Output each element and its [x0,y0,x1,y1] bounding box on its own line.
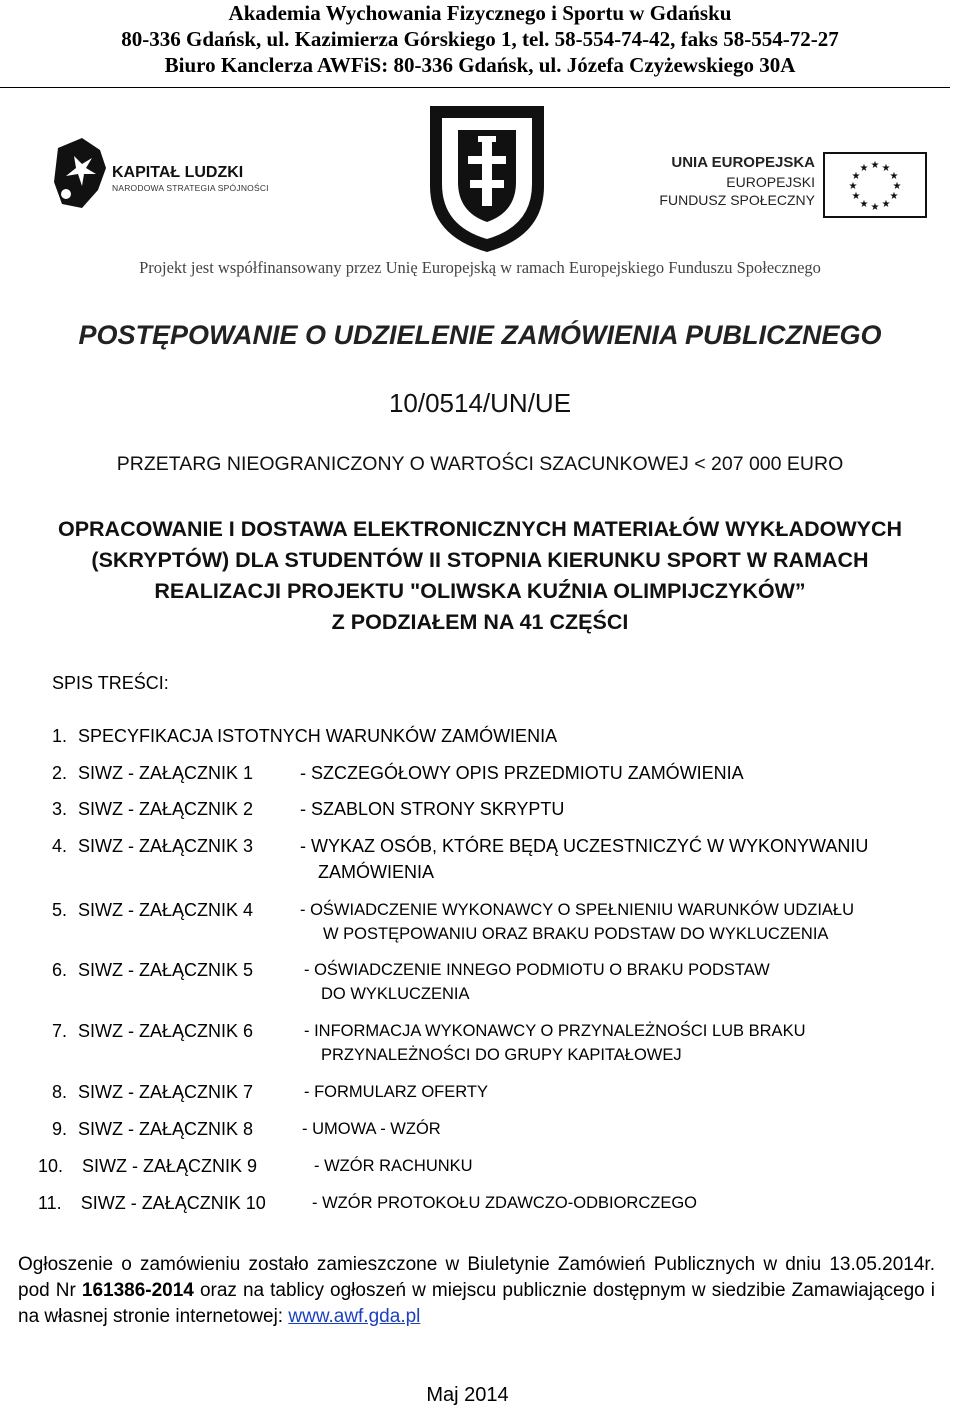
toc-item-7-desc: - INFORMACJA WYKONAWCY O PRZYNALEŻNOŚCI LUB BRAKU [304,1022,806,1040]
toc-item-name: SIWZ - ZAŁĄCZNIK 10 [80,1193,266,1213]
toc-item-11-desc: - WZÓR PROTOKOŁU ZDAWCZO-ODBIORCZEGO [312,1194,697,1212]
announcement-text: Ogłoszenie o zamówieniu zostało zamieszczone w Biuletynie Zamówień Publicznych w dniu 13.05.2014r. pod Nr [18,1254,935,1301]
kapital-ludzki-title: KAPITAŁ LUDZKI [112,164,244,181]
svg-text:★: ★ [881,199,891,210]
toc-item-7 [52,1019,253,1044]
toc-item-10 [38,1154,257,1179]
subject-line-2: (SKRYPTÓW) DLA STUDENTÓW II STOPNIA KIERUNKU SPORT W RAMACH [91,548,869,572]
ue-efs-logo [659,150,930,218]
announcement-paragraph [18,1252,935,1330]
toc-item-10-desc: - WZÓR RACHUNKU [314,1157,473,1175]
eu-flag-icon [823,152,927,218]
kapital-ludzki-logo [52,138,302,210]
toc-item-number: 5. [52,900,68,920]
website-link[interactable]: www.awf.gda.pl [288,1306,421,1327]
toc-item-4 [52,834,253,859]
toc-item-9 [52,1117,253,1142]
main-title: POSTĘPOWANIE O UDZIELENIE ZAMÓWIENIA PUBLICZNEGO [78,320,882,350]
ue-fund-line2: FUNDUSZ SPOŁECZNY [659,192,815,208]
toc-item-number: 6. [52,960,68,980]
toc-item-2 [52,761,253,786]
header-address: 80-336 Gdańsk, ul. Kazimierza Górskiego 1, tel. 58-554-74-42, faks 58-554-72-27 [121,27,839,51]
kapital-ludzki-subtitle: NARODOWA STRATEGIA SPÓJNOŚCI [112,183,269,193]
toc-item-6-desc-cont: DO WYKLUCZENIA [321,985,470,1003]
toc-item-8-desc: - FORMULARZ OFERTY [304,1083,488,1101]
toc-item-6-desc: - OŚWIADCZENIE INNEGO PODMIOTU O BRAKU PODSTAW [304,961,770,979]
svg-text:★: ★ [851,171,861,182]
toc-item-name: SIWZ - ZAŁĄCZNIK 6 [78,1021,254,1041]
toc-item-6 [52,958,253,983]
toc-item-7-desc-cont: PRZYNALEŻNOŚCI DO GRUPY KAPITAŁOWEJ [321,1046,682,1064]
toc-item-1 [52,724,557,749]
subject-line-3: REALIZACJI PROJEKTU "OLIWSKA KUŹNIA OLIMPIJCZYKÓW” [154,579,806,603]
toc-item-name: SIWZ - ZAŁĄCZNIK 3 [78,836,254,856]
document-date: Maj 2014 [426,1384,509,1406]
toc-item-name: SIWZ - ZAŁĄCZNIK 1 [78,763,254,783]
toc-item-name: SPECYFIKACJA ISTOTNYCH WARUNKÓW ZAMÓWIENIA [78,726,558,746]
svg-text:★: ★ [892,181,902,192]
svg-text:★: ★ [870,160,880,171]
toc-item-name: SIWZ - ZAŁĄCZNIK 9 [82,1156,258,1176]
toc-item-number: 9. [52,1119,68,1139]
toc-item-5 [52,898,253,923]
project-cofinancing-note: Projekt jest współfinansowany przez Unię Europejską w ramach Europejskiego Funduszu Społecznego [139,258,821,277]
toc-item-number: 2. [52,763,68,783]
toc-item-name: SIWZ - ZAŁĄCZNIK 4 [78,900,254,920]
toc-item-4-desc-cont: ZAMÓWIENIA [318,862,434,882]
awfis-seal-logo [422,96,552,254]
toc-item-5-desc: - OŚWIADCZENIE WYKONAWCY O SPEŁNIENIU WARUNKÓW UDZIAŁU [300,901,855,919]
svg-text:★: ★ [859,199,869,210]
toc-item-number: 10. [38,1156,64,1176]
subject-line-4: Z PODZIAŁEM NA 41 CZĘŚCI [331,610,629,634]
announcement-text-cont: oraz na tablicy ogłoszeń w miejscu publicznie dostępnym w siedzibie Zamawiającego i na własnej stronie internetowej: [18,1280,936,1327]
toc-item-number: 7. [52,1021,68,1041]
svg-text:★: ★ [889,191,899,202]
toc-item-9-desc: - UMOWA - WZÓR [302,1120,441,1138]
toc-item-name: SIWZ - ZAŁĄCZNIK 8 [78,1119,254,1139]
svg-text:★: ★ [859,163,869,174]
toc-item-4-desc: - WYKAZ OSÓB, KTÓRE BĘDĄ UCZESTNICZYĆ W WYKONYWANIU [300,836,869,856]
svg-text:★: ★ [851,191,861,202]
svg-text:★: ★ [881,163,891,174]
tender-type: PRZETARG NIEOGRANICZONY O WARTOŚCI SZACUNKOWEJ < 207 000 EURO [116,453,844,475]
toc-item-8 [52,1080,253,1105]
toc-item-number: 8. [52,1082,68,1102]
toc-item-3 [52,797,253,822]
header-divider [0,87,950,88]
toc-item-name: SIWZ - ZAŁĄCZNIK 5 [78,960,254,980]
header-institution: Akademia Wychowania Fizycznego i Sportu w Gdańsku [228,1,732,25]
reference-number: 10/0514/UN/UE [388,388,572,418]
announcement-number: 161386-2014 [81,1280,194,1301]
toc-item-number: 4. [52,836,68,856]
kapital-ludzki-emblem-icon [52,138,108,210]
svg-text:★: ★ [889,171,899,182]
subject-line-1: OPRACOWANIE I DOSTAWA ELEKTRONICZNYCH MATERIAŁÓW WYKŁADOWYCH [57,517,903,541]
svg-text:★: ★ [848,181,858,192]
svg-text:★: ★ [870,202,880,213]
toc-item-number: 3. [52,799,68,819]
awfis-seal-icon [422,96,552,254]
toc-item-name: SIWZ - ZAŁĄCZNIK 2 [78,799,254,819]
toc-item-number: 1. [52,726,68,746]
toc-title: SPIS TREŚCI: [52,673,169,693]
toc-item-3-desc: - SZABLON STRONY SKRYPTU [300,799,565,819]
toc-item-5-desc-cont: W POSTĘPOWANIU ORAZ BRAKU PODSTAW DO WYKLUCZENIA [323,925,829,943]
ue-title: UNIA EUROPEJSKA [671,154,815,171]
header-office-address: Biuro Kanclerza AWFiS: 80-336 Gdańsk, ul. Józefa Czyżewskiego 30A [164,53,796,77]
ue-fund-line1: EUROPEJSKI [726,174,815,190]
toc-item-number: 11. [38,1193,62,1213]
toc-item-2-desc: - SZCZEGÓŁOWY OPIS PRZEDMIOTU ZAMÓWIENIA [300,763,744,783]
toc-item-11 [38,1191,266,1216]
toc-item-name: SIWZ - ZAŁĄCZNIK 7 [78,1082,254,1102]
